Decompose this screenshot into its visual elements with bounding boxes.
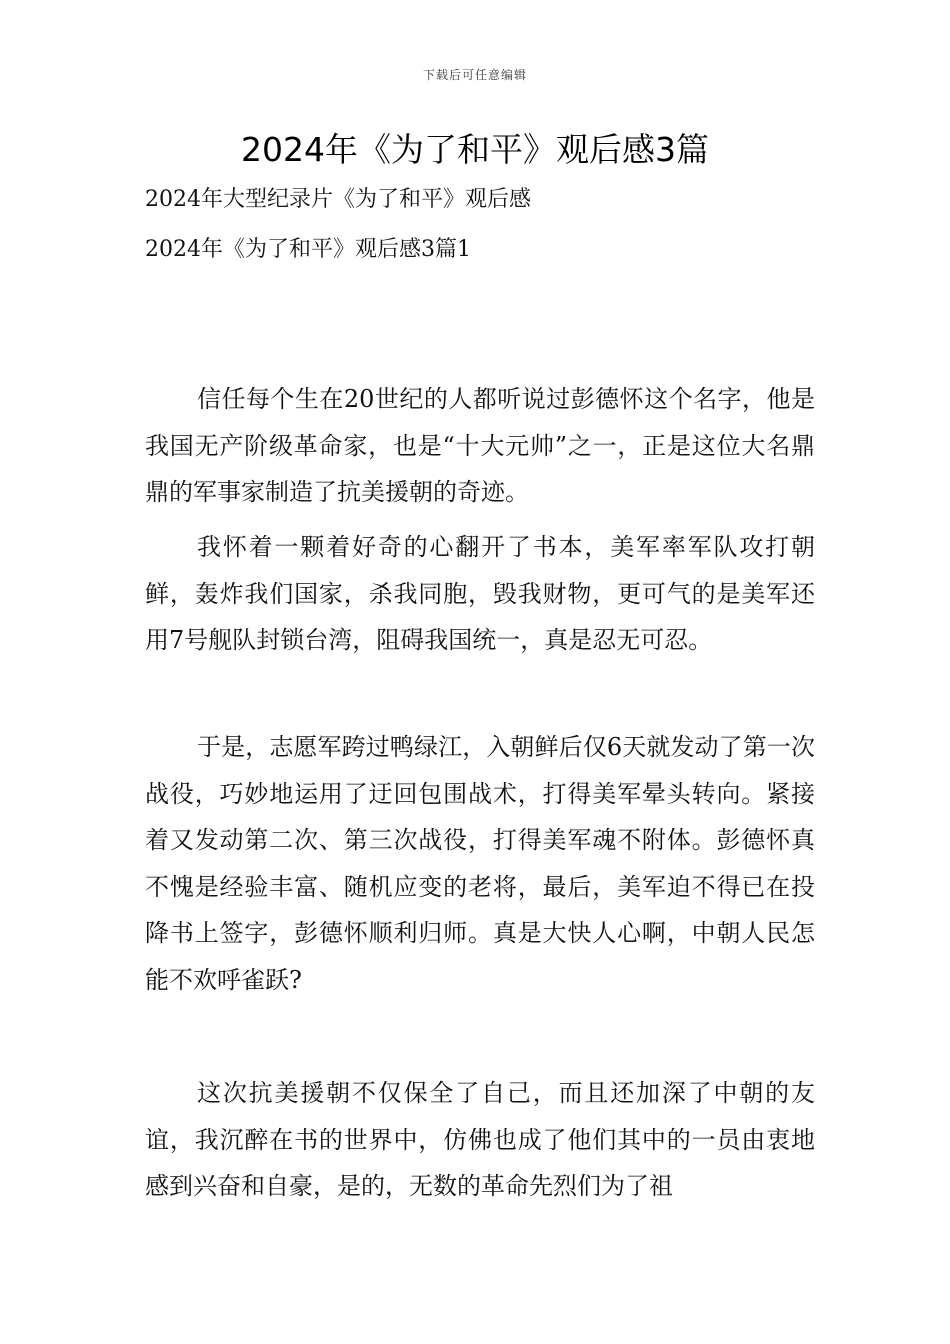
paragraph-2-block <box>145 524 815 664</box>
paragraph-2: 我怀着一颗着好奇的心翻开了书本，美军率军队攻打朝鲜，轰炸我们国家，杀我同胞，毁我财物，更可气的是美军还用7号舰队封锁台湾，阻碍我国统一，真是忍无可忍。 <box>145 533 815 654</box>
document-title: 2024年《为了和平》观后感3篇 <box>241 130 709 169</box>
paragraph-4: 这次抗美援朝不仅保全了自己，而且还加深了中朝的友谊，我沉醉在书的世界中，仿佛也成了他们其中的一员由衷地感到兴奋和自豪，是的，无数的革命先烈们为了祖 <box>145 1079 815 1200</box>
subtitle-line-2: 2024年《为了和平》观后感3篇1 <box>145 237 471 262</box>
paragraph-3: 于是，志愿军跨过鸭绿江，入朝鲜后仅6天就发动了第一次战役，巧妙地运用了迂回包围战术，打得美军晕头转向。紧接着又发动第二次、第三次战役，打得美军魂不附体。彭德怀真不愧是经验丰富、随机应变的老将，最后，美军迫不得已在投降书上签字，彭德怀顺利归师。真是大快人心啊，中朝人民怎能不欢呼雀跃? <box>145 733 815 994</box>
header-note: 下载后可任意编辑 <box>422 68 527 82</box>
subtitle-line-1: 2024年大型纪录片《为了和平》观后感 <box>145 187 531 212</box>
paragraph-1-block <box>145 376 815 516</box>
paragraph-3-block <box>145 724 815 1003</box>
paragraph-1: 信任每个生在20世纪的人都听说过彭德怀这个名字，他是我国无产阶级革命家，也是“十大元帅”之一，正是这位大名鼎鼎的军事家制造了抗美援朝的奇迹。 <box>145 385 815 506</box>
paragraph-4-block <box>145 1070 815 1210</box>
